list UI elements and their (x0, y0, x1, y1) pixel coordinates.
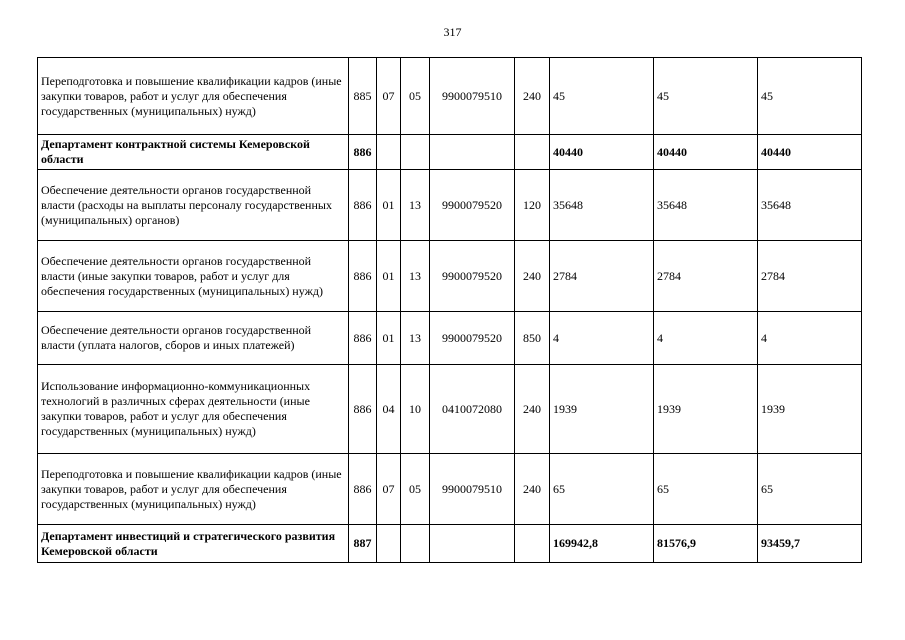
target-article-cell: 9900079510 (430, 454, 515, 525)
row-name-cell: Использование информационно-коммуникационных технологий в различных сферах деятельности (иные закупки товаров, работ и услуг для обеспечения государственных (муниципальных) нужд) (38, 365, 349, 454)
amount-year2-cell: 45 (654, 58, 758, 135)
grbs-code-cell: 886 (349, 365, 377, 454)
row-name-cell: Обеспечение деятельности органов государственной власти (уплата налогов, сборов и иных платежей) (38, 312, 349, 365)
amount-year1-cell: 1939 (550, 365, 654, 454)
row-name-cell: Переподготовка и повышение квалификации кадров (иные закупки товаров, работ и услуг для обеспечения государственных (муниципальных) нужд) (38, 58, 349, 135)
section-code-cell: 07 (377, 454, 401, 525)
subsection-code-cell (401, 135, 430, 170)
subsection-code-cell: 13 (401, 170, 430, 241)
amount-year1-cell: 4 (550, 312, 654, 365)
amount-year1-cell: 65 (550, 454, 654, 525)
section-code-cell (377, 135, 401, 170)
section-code-cell: 01 (377, 312, 401, 365)
amount-year2-cell: 2784 (654, 241, 758, 312)
amount-year2-cell: 40440 (654, 135, 758, 170)
row-name-cell: Обеспечение деятельности органов государственной власти (иные закупки товаров, работ и услуг для обеспечения государственных (муниципальных) нужд) (38, 241, 349, 312)
amount-year3-cell: 1939 (758, 365, 862, 454)
grbs-code-cell: 886 (349, 312, 377, 365)
grbs-code-cell: 885 (349, 58, 377, 135)
amount-year1-cell: 169942,8 (550, 525, 654, 563)
section-code-cell: 01 (377, 170, 401, 241)
grbs-code-cell: 887 (349, 525, 377, 563)
section-code-cell: 01 (377, 241, 401, 312)
table-row (38, 365, 862, 454)
section-code-cell (377, 525, 401, 563)
expense-type-cell: 240 (515, 365, 550, 454)
target-article-cell: 9900079520 (430, 312, 515, 365)
grbs-code-cell: 886 (349, 135, 377, 170)
subsection-code-cell: 05 (401, 58, 430, 135)
budget-table (37, 57, 862, 563)
amount-year1-cell: 35648 (550, 170, 654, 241)
grbs-code-cell: 886 (349, 170, 377, 241)
amount-year3-cell: 4 (758, 312, 862, 365)
amount-year1-cell: 2784 (550, 241, 654, 312)
expense-type-cell: 120 (515, 170, 550, 241)
table-row (38, 454, 862, 525)
expense-type-cell: 850 (515, 312, 550, 365)
table-row (38, 241, 862, 312)
row-name-cell: Департамент инвестиций и стратегического развития Кемеровской области (38, 525, 349, 563)
target-article-cell (430, 525, 515, 563)
table-row (38, 312, 862, 365)
amount-year3-cell: 45 (758, 58, 862, 135)
amount-year2-cell: 81576,9 (654, 525, 758, 563)
subsection-code-cell: 05 (401, 454, 430, 525)
target-article-cell (430, 135, 515, 170)
row-name-cell: Департамент контрактной системы Кемеровской области (38, 135, 349, 170)
amount-year3-cell: 35648 (758, 170, 862, 241)
amount-year3-cell: 65 (758, 454, 862, 525)
subsection-code-cell: 10 (401, 365, 430, 454)
target-article-cell: 9900079520 (430, 241, 515, 312)
table-row (38, 170, 862, 241)
expense-type-cell: 240 (515, 241, 550, 312)
amount-year3-cell: 40440 (758, 135, 862, 170)
subsection-code-cell: 13 (401, 312, 430, 365)
subsection-code-cell: 13 (401, 241, 430, 312)
amount-year2-cell: 35648 (654, 170, 758, 241)
amount-year1-cell: 45 (550, 58, 654, 135)
department-row (38, 135, 862, 170)
amount-year3-cell: 93459,7 (758, 525, 862, 563)
amount-year2-cell: 65 (654, 454, 758, 525)
target-article-cell: 0410072080 (430, 365, 515, 454)
department-row (38, 525, 862, 563)
row-name-cell: Обеспечение деятельности органов государственной власти (расходы на выплаты персоналу государственных (муниципальных) органов) (38, 170, 349, 241)
grbs-code-cell: 886 (349, 241, 377, 312)
expense-type-cell: 240 (515, 58, 550, 135)
target-article-cell: 9900079520 (430, 170, 515, 241)
amount-year3-cell: 2784 (758, 241, 862, 312)
amount-year1-cell: 40440 (550, 135, 654, 170)
expense-type-cell (515, 525, 550, 563)
target-article-cell: 9900079510 (430, 58, 515, 135)
subsection-code-cell (401, 525, 430, 563)
section-code-cell: 07 (377, 58, 401, 135)
amount-year2-cell: 4 (654, 312, 758, 365)
expense-type-cell: 240 (515, 454, 550, 525)
grbs-code-cell: 886 (349, 454, 377, 525)
row-name-cell: Переподготовка и повышение квалификации кадров (иные закупки товаров, работ и услуг для обеспечения государственных (муниципальных) нужд) (38, 454, 349, 525)
page-number: 317 (443, 25, 462, 39)
table-row (38, 58, 862, 135)
amount-year2-cell: 1939 (654, 365, 758, 454)
expense-type-cell (515, 135, 550, 170)
section-code-cell: 04 (377, 365, 401, 454)
